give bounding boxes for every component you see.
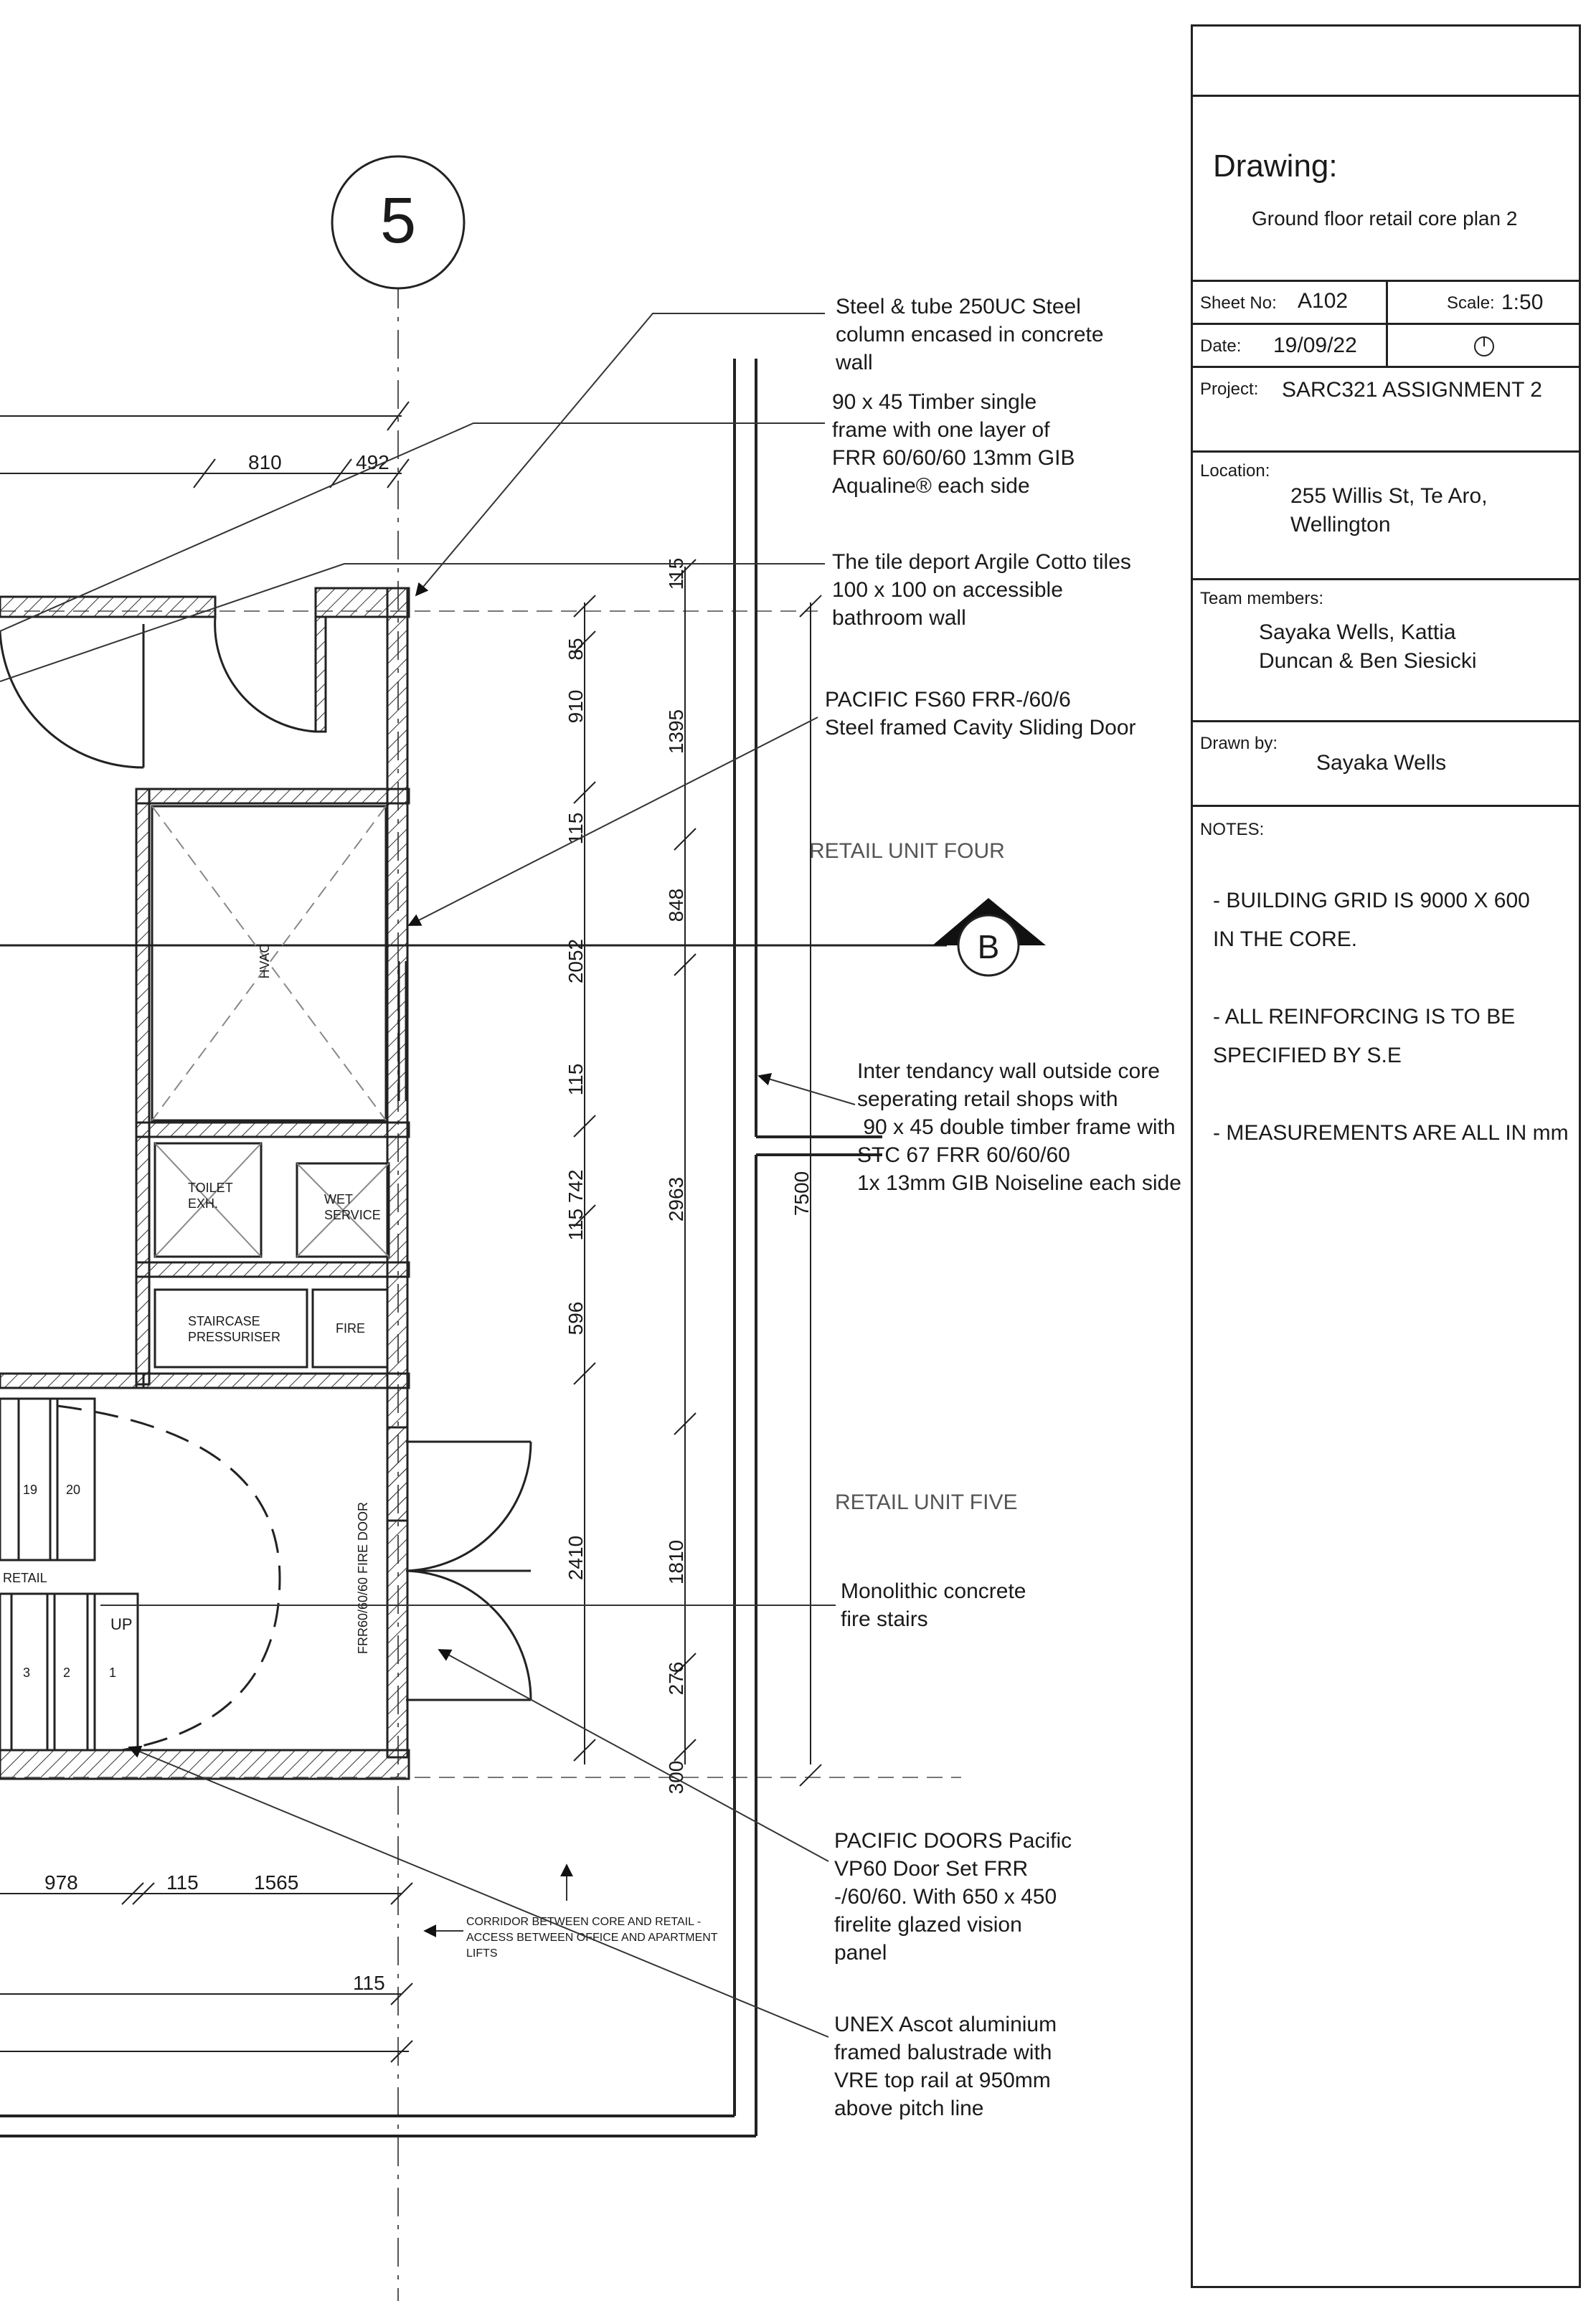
note-sliding-1: PACIFIC FS60 FRR-/60/6 [825,688,1071,712]
stair-number-2: 2 [63,1665,71,1680]
note-balustrade-2: framed balustrade with [834,2041,1052,2064]
dim-mid-1395: 1395 [665,709,687,755]
dim-bottom-978: 978 [44,1871,78,1894]
note-tiles [832,550,1131,630]
dim-inner-2410: 2410 [565,1535,587,1581]
note-pacific-5: panel [834,1941,887,1965]
retail-unit-four-label: RETAIL UNIT FOUR [809,839,1005,863]
corridor-line-1: CORRIDOR BETWEEN CORE AND RETAIL - [466,1916,702,1928]
note-tiles-3: bathroom wall [832,606,966,630]
note-timber-2: frame with one layer of [832,418,1050,442]
note-line-4: SPECIFIED BY S.E [1213,1044,1402,1067]
note-balustrade-3: VRE top rail at 950mm [834,2069,1051,2092]
corridor-note [425,1865,718,1960]
dim-mid-300: 300 [665,1760,687,1795]
retail-unit-five-label: RETAIL UNIT FIVE [835,1490,1018,1514]
note-pacific-4: firelite glazed vision [834,1913,1022,1937]
staircase-label-2: PRESSURISER [188,1330,281,1344]
title-block [1191,24,1581,2288]
note-pacific-doors [834,1829,1072,1965]
project-label: Project: [1200,379,1259,399]
note-line-1: - BUILDING GRID IS 9000 X 600 [1213,889,1530,912]
dim-mid-276: 276 [665,1661,687,1696]
note-balustrade-1: UNEX Ascot aluminium [834,2013,1057,2036]
fire-label: FIRE [336,1321,366,1336]
dim-inner-115-742: 115 742 [565,1169,587,1241]
dim-inner-596: 596 [565,1301,587,1336]
sheet-row [1193,282,1579,325]
toilet-exh-label-1: TOILET [188,1181,233,1195]
note-timber-3: FRR 60/60/60 13mm GIB [832,446,1075,470]
dim-inner-85: 85 [565,638,587,661]
toilet-exh-label-2: EXH. [188,1196,219,1211]
note-inter-2: seperating retail shops with [857,1087,1118,1111]
note-pacific-2: VP60 Door Set FRR [834,1857,1029,1881]
drawing-row [1193,97,1579,282]
up-label: UP [110,1615,133,1633]
corridor-line-2: ACCESS BETWEEN OFFICE AND APARTMENT [466,1932,718,1944]
note-column-3: wall [836,351,873,374]
sheet-cell [1193,282,1388,323]
drawing-label: Drawing: [1213,148,1338,184]
notes-label: NOTES: [1200,820,1265,839]
drawn-value: Sayaka Wells [1316,751,1447,775]
date-value: 19/09/22 [1273,334,1357,357]
hvac-label: HVAC [258,943,272,979]
sheet-value: A102 [1298,289,1349,313]
project-row [1193,368,1579,453]
note-sliding-2: Steel framed Cavity Sliding Door [825,716,1136,740]
dim-inner-115b: 115 [565,1063,587,1096]
location-row [1193,453,1579,580]
corridor-line-3: LIFTS [466,1947,498,1960]
note-balustrade [834,2013,1057,2120]
fire-door-label: FRR60/60/60 FIRE DOOR [356,1501,370,1655]
note-fire-stairs [841,1579,1026,1631]
team-value-2: Duncan & Ben Siesicki [1259,649,1477,673]
note-pacific-3: -/60/60. With 650 x 450 [834,1885,1057,1909]
project-value: SARC321 ASSIGNMENT 2 [1282,378,1542,402]
date-label: Date: [1200,336,1242,356]
location-value-1: 255 Willis St, Te Aro, [1290,484,1488,508]
dim-top-492: 492 [356,451,389,473]
note-inter-3: 90 x 45 double timber frame with [857,1115,1176,1139]
service-shafts [152,806,389,1367]
drawn-by-row [1193,722,1579,807]
note-column-1: Steel & tube 250UC Steel [836,295,1081,318]
note-tiles-1: The tile deport Argile Cotto tiles [832,550,1131,574]
title-block-header [1193,27,1579,97]
date-row [1193,325,1579,368]
grid-label: 5 [379,185,417,257]
dim-overall-7500: 7500 [790,1171,813,1216]
note-inter-5: 1x 13mm GIB Noiseline each side [857,1171,1181,1195]
note-inter-4: STC 67 FRR 60/60/60 [857,1143,1070,1167]
team-row [1193,580,1579,722]
location-value-2: Wellington [1290,513,1391,537]
sheet-label: Sheet No: [1200,293,1277,313]
north-arrow-icon [1473,335,1496,358]
note-line-3: - ALL REINFORCING IS TO BE [1213,1005,1516,1029]
staircase-label-1: STAIRCASE [188,1314,260,1328]
stair-number-1: 1 [109,1665,117,1680]
note-inter-tenancy [857,1059,1181,1195]
section-label: B [977,928,1000,965]
note-timber-4: Aqualine® each side [832,474,1030,498]
note-timber-1: 90 x 45 Timber single [832,390,1037,414]
team-label: Team members: [1200,589,1324,608]
dim-top-810: 810 [248,451,282,473]
dim-mid-2963: 2963 [665,1176,687,1222]
note-fire-stairs-1: Monolithic concrete [841,1579,1026,1603]
note-balustrade-4: above pitch line [834,2097,984,2120]
dim-mid-1810: 1810 [665,1539,687,1585]
dim-inner-115: 115 [565,812,587,845]
wet-service-label-1: WET [324,1192,353,1206]
retail-boundary-wall [0,359,882,2136]
team-value-1: Sayaka Wells, Kattia [1259,620,1456,644]
note-inter-1: Inter tendancy wall outside core [857,1059,1160,1083]
north-cell [1388,325,1579,366]
dimension-lines [0,402,821,2062]
scale-value: 1:50 [1501,290,1544,314]
dim-bottom2-115: 115 [353,1972,385,1994]
note-tiles-2: 100 x 100 on accessible [832,578,1063,602]
dim-inner-910: 910 [565,689,587,724]
scale-cell [1388,282,1579,323]
note-timber-frame [832,390,1075,498]
note-column [835,295,1104,374]
scale-label: Scale: [1447,293,1495,313]
notes-section [1193,807,1579,2286]
wet-service-label-2: SERVICE [324,1208,381,1222]
stair-number-3: 3 [23,1665,31,1680]
section-marker-b [0,898,1046,975]
dim-bottom-115: 115 [166,1871,199,1894]
stair-number-19: 19 [23,1483,38,1497]
dim-mid-848: 848 [665,888,687,922]
note-fire-stairs-2: fire stairs [841,1607,928,1631]
stair-number-20: 20 [66,1483,81,1497]
date-cell [1193,325,1388,366]
dim-inner-2052: 2052 [565,938,587,984]
note-sliding-door [825,688,1136,740]
note-line-2: IN THE CORE. [1213,927,1358,951]
dim-bottom-1565: 1565 [254,1871,299,1894]
location-label: Location: [1200,461,1270,481]
note-column-2: column encased in concrete [836,323,1104,346]
drawing-name: Ground floor retail core plan 2 [1252,207,1518,230]
note-pacific-1: PACIFIC DOORS Pacific [834,1829,1072,1853]
retail-small-label: RETAIL [3,1571,47,1585]
door-swings [0,617,531,1700]
note-line-5: - MEASUREMENTS ARE ALL IN mm [1213,1121,1569,1145]
drawn-label: Drawn by: [1200,734,1278,753]
dim-mid-115: 115 [665,557,687,590]
